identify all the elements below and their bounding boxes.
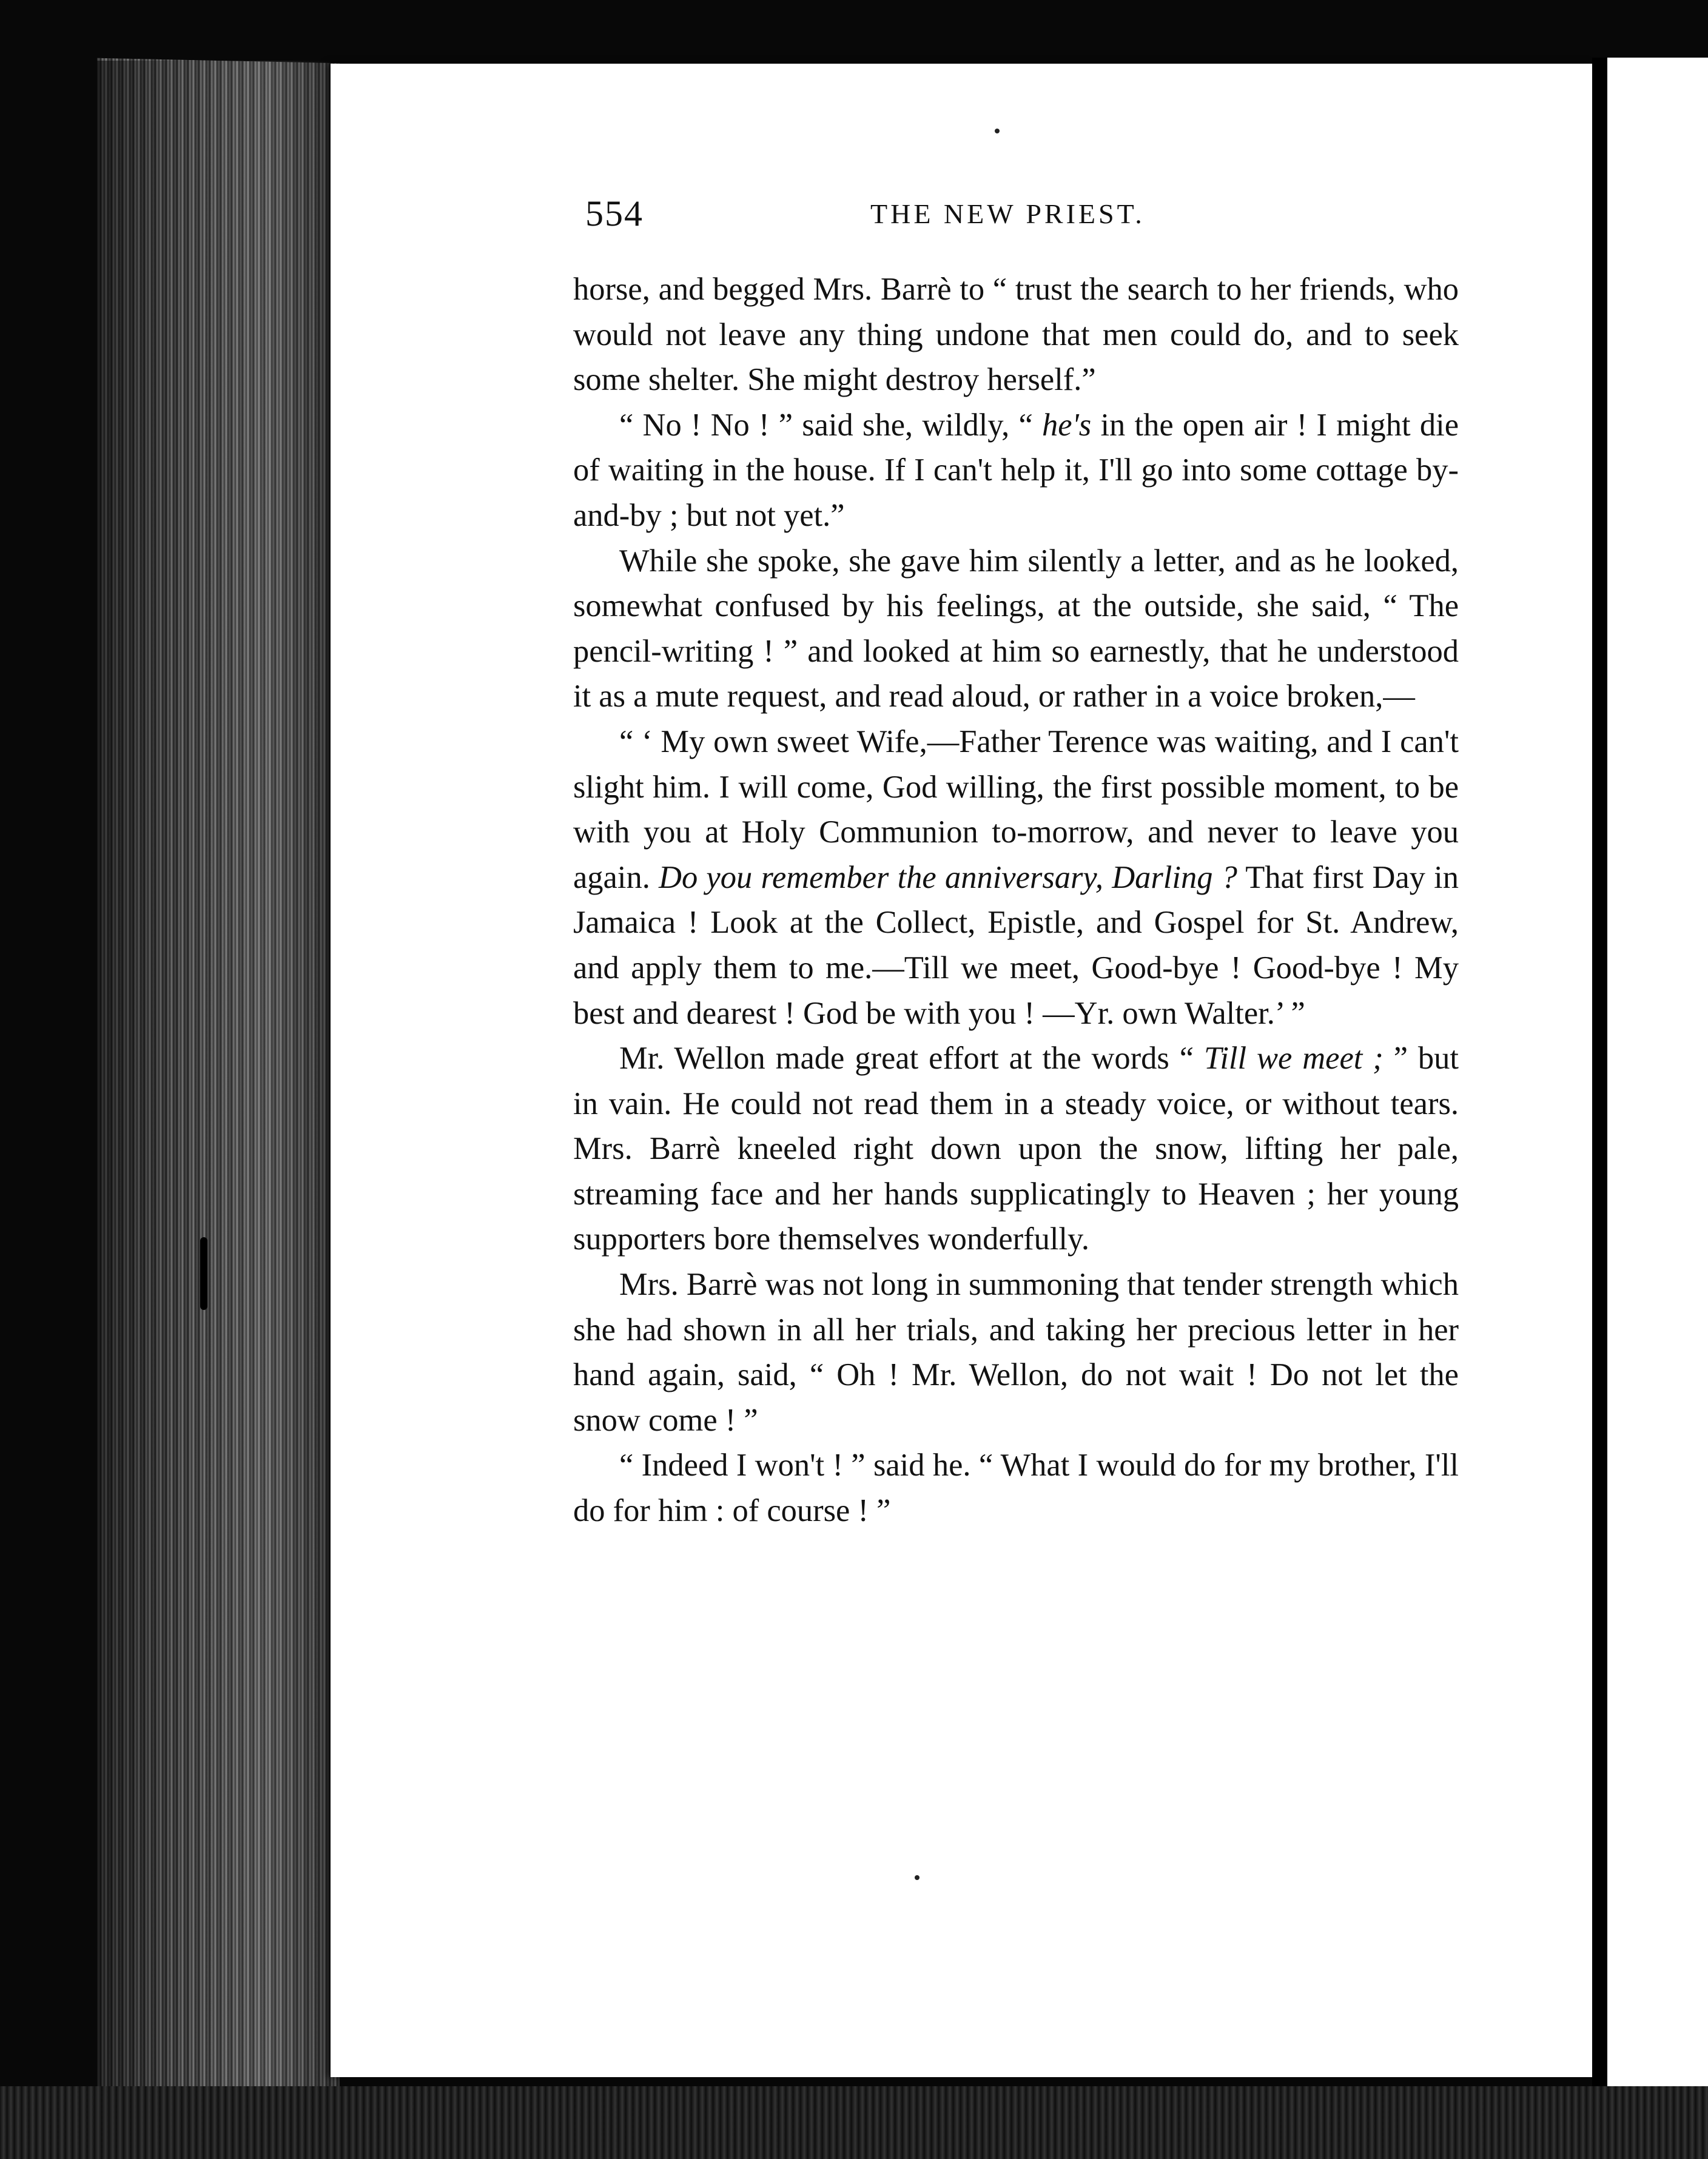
paragraph-6: [573, 1262, 1459, 1443]
body-text: [573, 267, 1459, 1534]
running-head: [585, 193, 1453, 241]
paragraph-4-italic: Do you remember the anniversary, Darling ?: [659, 859, 1237, 895]
paragraph-4: [573, 719, 1459, 1036]
paragraph-5-italic: Till we meet ;: [1204, 1041, 1384, 1076]
paragraph-4-text-after: That first Day in Jamaica ! Look at the Collect, Epistle, and Gospel for St. Andrew, and apply them to me.—Till we meet, Good-bye ! Good-bye ! My best and dearest ! God be with you ! —Yr. own Walter.’ ”: [573, 859, 1459, 1031]
running-title: THE NEW PRIEST.: [870, 198, 1145, 229]
paragraph-4-text-before: “ ‘ My own sweet Wife,—Father Terence was waiting, and I can't slight him. I will come, God willing, the first possible moment, to be with you at Holy Communion to-morrow, and never to leave you again.: [573, 724, 1459, 895]
paragraph-3-text: While she spoke, she gave him silently a letter, and as he looked, somewhat confused by his feelings, at the outside, she said, “ The pencil-writing ! ” and looked at him so earnestly, that he understood it as a mute request, and read aloud, or rather in a voice broken,—: [573, 543, 1459, 714]
paragraph-2-italic: he's: [1042, 407, 1092, 443]
paragraph-2: [573, 403, 1459, 539]
paragraph-1-text: horse, and begged Mrs. Barrè to “ trust the search to her friends, who would not leave any thing undone that men could do, and to seek some shelter. She might destroy herself.”: [573, 272, 1459, 398]
paragraph-6-text: Mrs. Barrè was not long in summoning that tender strength which she had shown in all her trials, and taking her precious letter in her hand again, said, “ Oh ! Mr. Wellon, do not wait ! Do not let the snow come ! ”: [573, 1267, 1459, 1438]
paragraph-5: [573, 1036, 1459, 1262]
edge-ink-spot: [200, 1237, 207, 1310]
paragraph-5-text-after: ” but in vain. He could not read them in a steady voice, or without tears. Mrs. Barrè kneeled right down upon the snow, lifting her pale, streaming face and her hands supplicatingly to Heaven ; her young supporters bore themselves wonderfully.: [573, 1041, 1459, 1257]
bottom-scan-border: [0, 2086, 1708, 2159]
ink-speck-bottom: [915, 1875, 920, 1880]
paragraph-1: [573, 267, 1459, 403]
paragraph-7-text: “ Indeed I won't ! ” said he. “ What I would do for my brother, I'll do for him : of course ! ”: [573, 1448, 1459, 1529]
paragraph-5-text-before: Mr. Wellon made great effort at the words “: [619, 1041, 1205, 1076]
paragraph-2-text-after: in the open air ! I might die of waiting in the house. If I can't help it, I'll go into some cottage by-and-by ; but not yet.”: [573, 407, 1459, 533]
facing-page-edge: [1607, 58, 1708, 2101]
paragraph-7: [573, 1443, 1459, 1533]
page-number: 554: [585, 193, 644, 233]
book-fore-edge-shading: [97, 61, 340, 2092]
ink-speck-top: [995, 129, 1000, 133]
paragraph-2-text-before: “ No ! No ! ” said she, wildly, “: [619, 407, 1042, 443]
page-gutter: [1592, 58, 1607, 2101]
paragraph-3: [573, 539, 1459, 719]
